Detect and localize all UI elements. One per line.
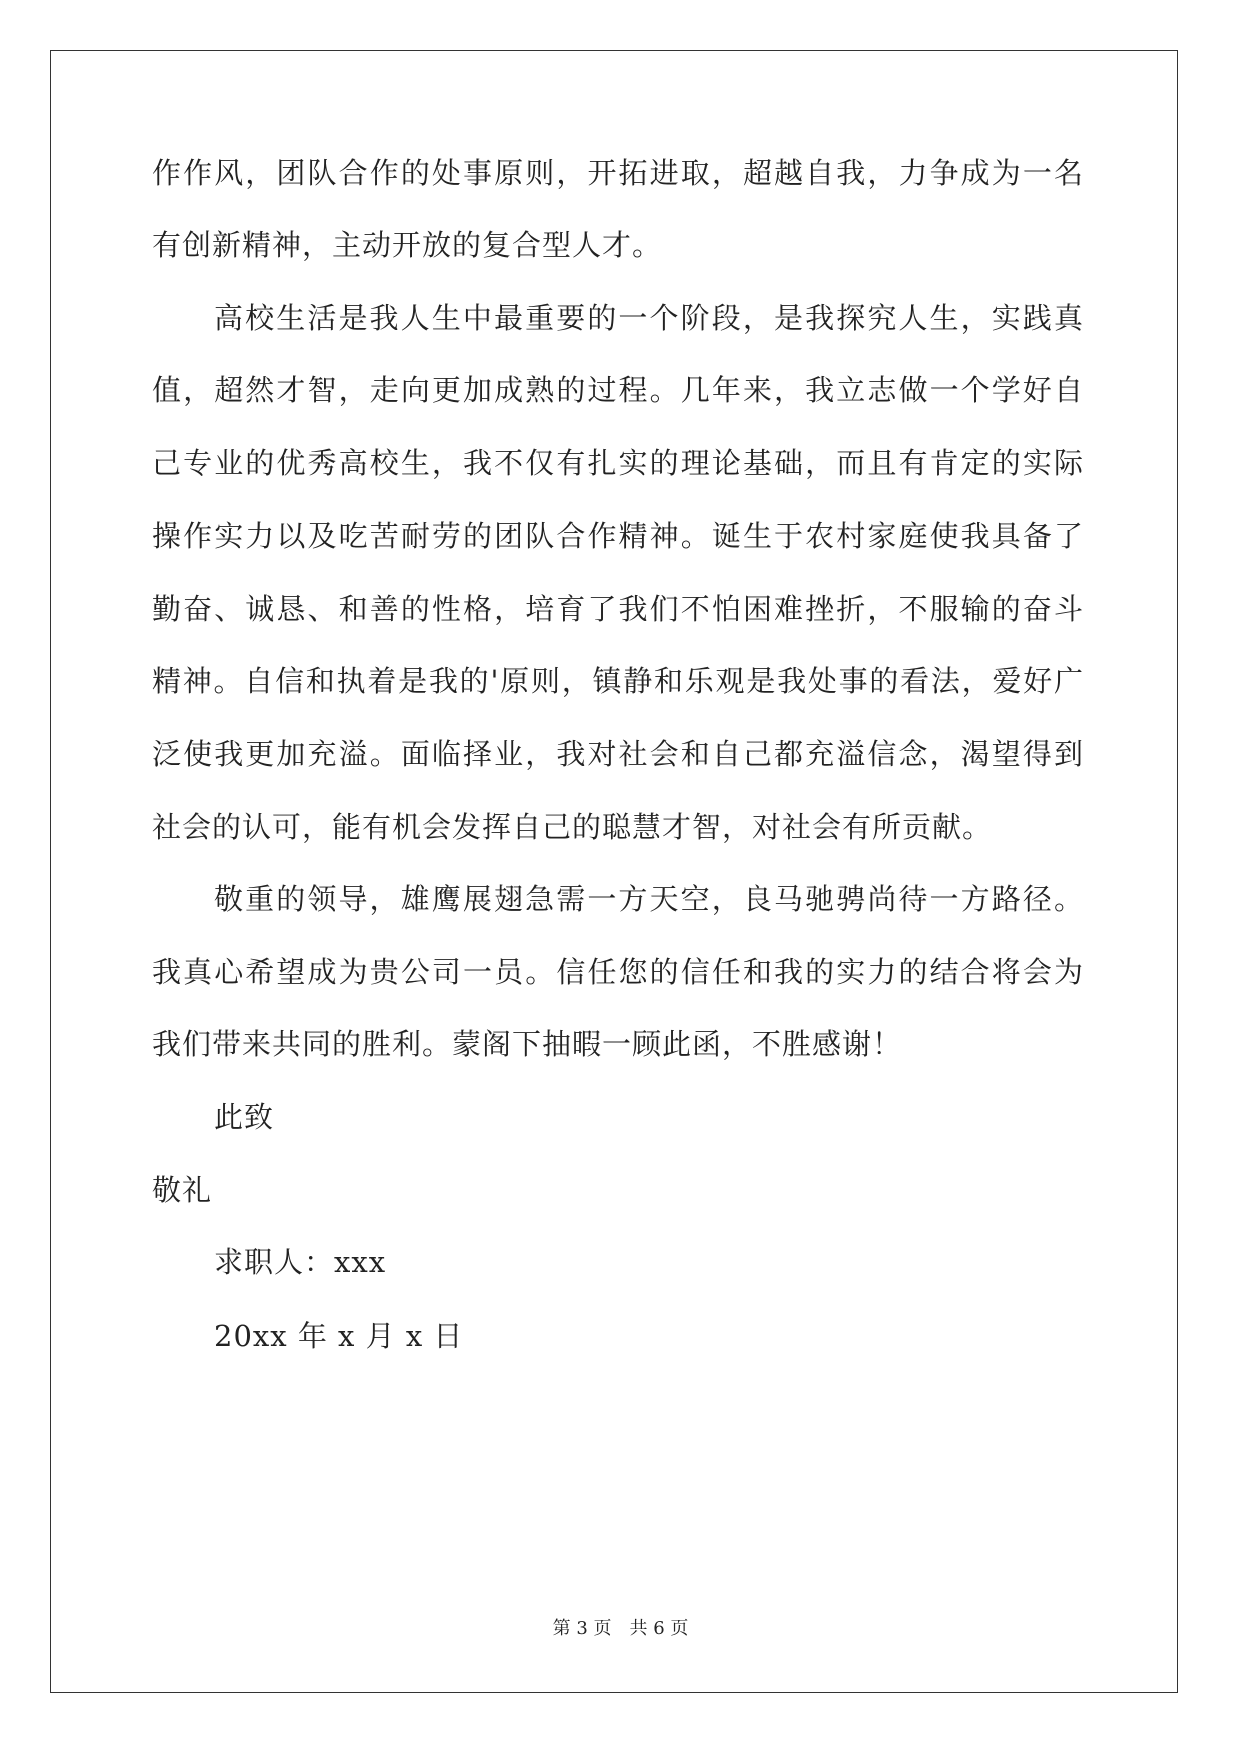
body-text-line: 泛使我更加充溢。面临择业，我对社会和自己都充溢信念，渴望得到 [152,737,1084,771]
body-text-line: 高校生活是我人生中最重要的一个阶段，是我探究人生，实践真 [214,301,1084,335]
body-text-line: 己专业的优秀高校生，我不仅有扎实的理论基础，而且有肯定的实际 [152,446,1084,480]
signature: 求职人：xxx [214,1245,387,1279]
letter-date: 20xx 年 x 月 x 日 [214,1319,464,1353]
page-border [50,50,1178,1693]
body-text-line: 有创新精神，主动开放的复合型人才。 [152,228,663,262]
closing-salutation: 此致 [214,1100,275,1134]
body-text-line: 作作风，团队合作的处事原则，开拓进取，超越自我，力争成为一名 [152,156,1084,190]
body-text-line: 精神。自信和执着是我的'原则，镇静和乐观是我处事的看法，爱好广 [152,664,1084,698]
body-text-line: 操作实力以及吃苦耐劳的团队合作精神。诞生于农村家庭使我具备了 [152,519,1084,553]
body-text-line: 我真心希望成为贵公司一员。信任您的信任和我的实力的结合将会为 [152,955,1084,989]
body-text-line: 我们带来共同的胜利。蒙阁下抽暇一顾此函，不胜感谢！ [152,1027,903,1061]
body-text-line: 值，超然才智，走向更加成熟的过程。几年来，我立志做一个学好自 [152,373,1084,407]
body-text-line: 敬重的领导，雄鹰展翅急需一方天空，良马驰骋尚待一方路径。 [214,882,1084,916]
closing-regards: 敬礼 [152,1173,213,1207]
page-number: 第 3 页 共 6 页 [552,1618,689,1639]
body-text-line: 社会的认可，能有机会发挥自己的聪慧才智，对社会有所贡献。 [152,810,993,844]
body-text-line: 勤奋、诚恳、和善的性格，培育了我们不怕困难挫折，不服输的奋斗 [152,592,1084,626]
